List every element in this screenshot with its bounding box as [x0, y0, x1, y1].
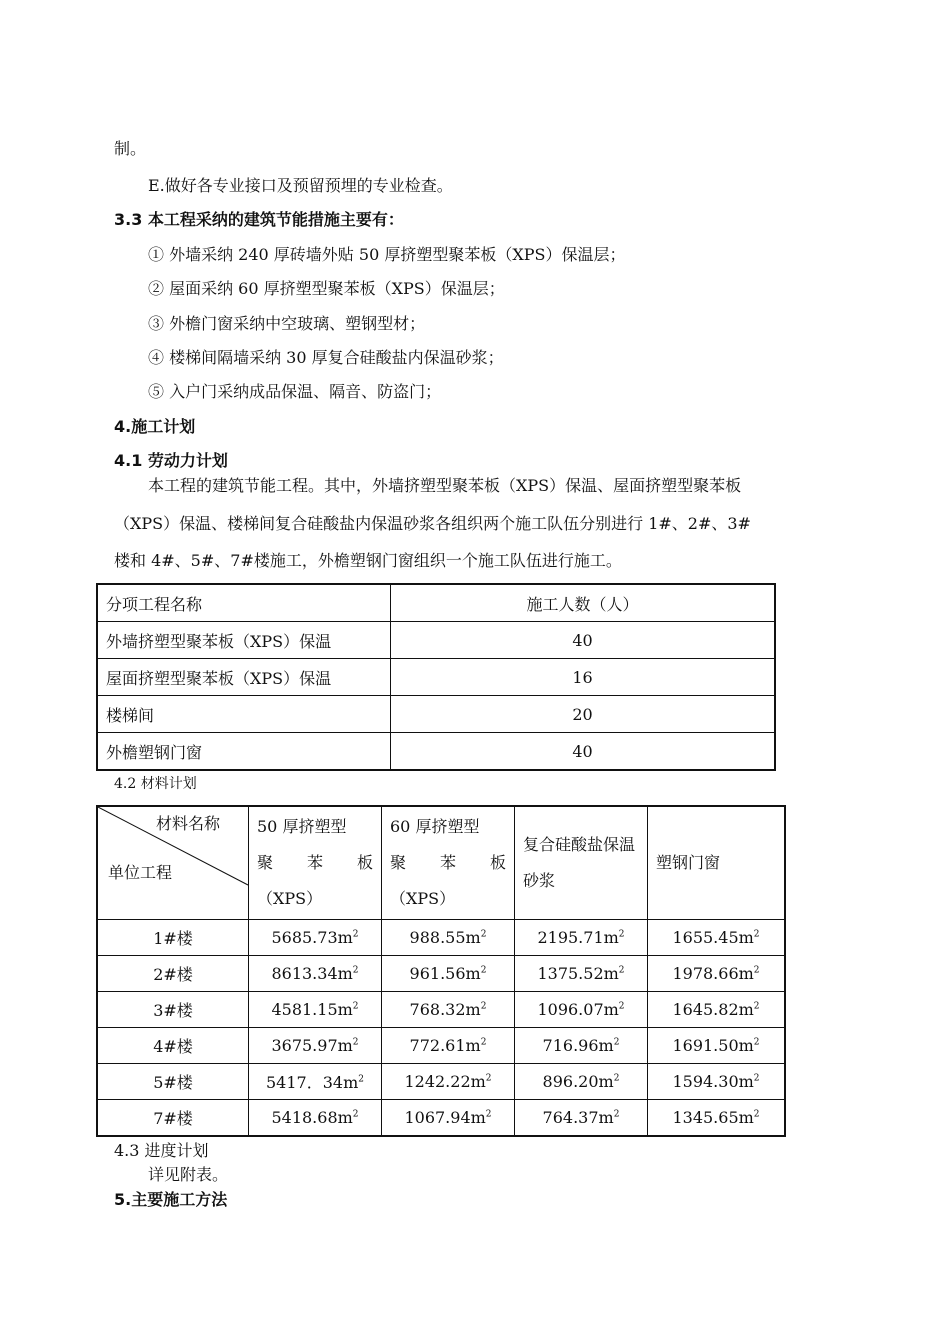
- section-4-3-heading: 4.3 进度计划: [114, 1141, 209, 1160]
- unit-exponent: 2: [352, 1001, 359, 1012]
- unit-label: m: [738, 1036, 754, 1055]
- material-plan-table: [96, 805, 786, 1137]
- unit-exponent: 2: [753, 929, 760, 940]
- quantity-value: 1655.45: [672, 928, 739, 947]
- header-char: 板: [489, 853, 506, 872]
- quantity-cell: [249, 1100, 382, 1137]
- unit-exponent: 2: [618, 929, 625, 940]
- quantity-cell: [515, 1064, 648, 1100]
- quantity-value: 5417．34: [266, 1073, 344, 1092]
- quantity-value: 1096.07: [537, 1000, 604, 1019]
- header-line: 50 厚挤塑型: [257, 817, 347, 836]
- unit-label: m: [343, 1073, 359, 1092]
- header-char: 苯: [439, 853, 456, 872]
- unit-label: m: [465, 1000, 481, 1019]
- unit-label: m: [738, 1000, 754, 1019]
- unit-exponent: 2: [480, 1001, 487, 1012]
- unit-exponent: 2: [480, 1037, 487, 1048]
- header-line: （XPS）: [390, 889, 456, 908]
- quantity-value: 768.32: [409, 1000, 466, 1019]
- unit-exponent: 2: [753, 1109, 760, 1120]
- quantity-value: 2195.71: [537, 928, 604, 947]
- quantity-value: 1067.94: [404, 1108, 471, 1127]
- quantity-value: 988.55: [409, 928, 466, 947]
- header-char: 聚: [390, 853, 407, 872]
- unit-label: m: [465, 964, 481, 983]
- table-row: [97, 1028, 785, 1064]
- quantity-value: 961.56: [409, 964, 466, 983]
- quantity-cell: [382, 992, 515, 1028]
- header-line: （XPS）: [257, 889, 323, 908]
- quantity-value: 3675.97: [271, 1036, 338, 1055]
- table-cell: 40: [391, 733, 776, 771]
- quantity-cell: [382, 1100, 515, 1137]
- quantity-value: 5418.68: [271, 1108, 338, 1127]
- building-name-cell: 4#楼: [97, 1028, 249, 1064]
- header-line: [257, 845, 373, 881]
- header-char: 聚: [257, 853, 274, 872]
- quantity-cell: [382, 956, 515, 992]
- unit-exponent: 2: [352, 1037, 359, 1048]
- unit-exponent: 2: [613, 1073, 620, 1084]
- header-line: 60 厚挤塑型: [390, 817, 480, 836]
- quantity-cell: [648, 956, 786, 992]
- unit-exponent: 2: [753, 965, 760, 976]
- table-cell: 外檐塑钢门窗: [97, 733, 391, 771]
- table-row: [97, 992, 785, 1028]
- unit-exponent: 2: [352, 1109, 359, 1120]
- header-cell-mortar: 复合硅酸盐保温砂浆: [515, 806, 648, 920]
- diagonal-header-cell: [97, 806, 249, 920]
- quantity-value: 716.96: [542, 1036, 599, 1055]
- corner-bottom-label: 单位工程: [108, 863, 173, 882]
- header-cell: 分项工程名称: [97, 584, 391, 622]
- unit-label: m: [337, 1036, 353, 1055]
- quantity-cell: [515, 992, 648, 1028]
- quantity-cell: [249, 956, 382, 992]
- unit-exponent: 2: [753, 1001, 760, 1012]
- building-name-cell: 1#楼: [97, 920, 249, 956]
- unit-label: m: [470, 1108, 486, 1127]
- unit-label: m: [470, 1072, 486, 1091]
- section-4-heading: 4.施工计划: [114, 417, 196, 436]
- unit-label: m: [603, 964, 619, 983]
- table-cell: 20: [391, 696, 776, 733]
- quantity-cell: [648, 1100, 786, 1137]
- intro-line-2: E.做好各专业接口及预留预埋的专业检查。: [148, 176, 453, 195]
- intro-line-1: 制。: [114, 139, 147, 158]
- unit-label: m: [598, 1072, 614, 1091]
- quantity-cell: [648, 1064, 786, 1100]
- table-row: [97, 1100, 785, 1137]
- unit-label: m: [738, 928, 754, 947]
- quantity-value: 896.20: [542, 1072, 599, 1091]
- building-name-cell: 2#楼: [97, 956, 249, 992]
- unit-exponent: 2: [352, 965, 359, 976]
- quantity-value: 1691.50: [672, 1036, 739, 1055]
- quantity-value: 1978.66: [672, 964, 739, 983]
- table-cell: 16: [391, 659, 776, 696]
- quantity-value: 5685.73: [271, 928, 338, 947]
- quantity-value: 1645.82: [672, 1000, 739, 1019]
- measure-item-4: ④ 楼梯间隔墙采纳 30 厚复合硅酸盐内保温砂浆；: [148, 348, 504, 367]
- unit-label: m: [738, 964, 754, 983]
- quantity-value: 4581.15: [271, 1000, 338, 1019]
- unit-label: m: [598, 1108, 614, 1127]
- table-row: [97, 659, 775, 696]
- quantity-value: 1345.65: [672, 1108, 739, 1127]
- header-cell-xps50: [249, 806, 382, 920]
- unit-label: m: [738, 1072, 754, 1091]
- quantity-cell: [515, 1028, 648, 1064]
- corner-top-label: 材料名称: [155, 814, 220, 833]
- table-cell: 屋面挤塑型聚苯板（XPS）保温: [97, 659, 391, 696]
- quantity-value: 1594.30: [672, 1072, 739, 1091]
- unit-label: m: [465, 1036, 481, 1055]
- unit-exponent: 2: [753, 1073, 760, 1084]
- table-row: [97, 733, 775, 771]
- measure-item-5: ⑤ 入户门采纳成品保温、隔音、防盗门；: [148, 382, 442, 401]
- measure-item-1: ① 外墙采纳 240 厚砖墙外贴 50 厚挤塑型聚苯板（XPS）保温层；: [148, 245, 626, 264]
- quantity-cell: [382, 1064, 515, 1100]
- section-4-2-heading: 4.2 材料计划: [114, 776, 197, 792]
- table-row: [97, 1064, 785, 1100]
- unit-exponent: 2: [358, 1074, 364, 1085]
- table-header-row: [97, 806, 785, 920]
- header-cell-xps60: [382, 806, 515, 920]
- quantity-cell: [249, 992, 382, 1028]
- quantity-cell: [249, 1064, 382, 1100]
- unit-label: m: [465, 928, 481, 947]
- quantity-value: 1375.52: [537, 964, 604, 983]
- quantity-value: 772.61: [409, 1036, 466, 1055]
- unit-exponent: 2: [618, 965, 625, 976]
- labor-paragraph-line-2: （XPS）保温、楼梯间复合硅酸盐内保温砂浆各组织两个施工队伍分别进行 1#、2#、3#: [114, 514, 751, 533]
- unit-exponent: 2: [618, 1001, 625, 1012]
- unit-label: m: [337, 928, 353, 947]
- unit-label: m: [598, 1036, 614, 1055]
- building-name-cell: 7#楼: [97, 1100, 249, 1137]
- unit-label: m: [337, 1000, 353, 1019]
- quantity-cell: [648, 992, 786, 1028]
- quantity-cell: [382, 920, 515, 956]
- unit-exponent: 2: [613, 1037, 620, 1048]
- quantity-value: 8613.34: [271, 964, 338, 983]
- table-header-row: [97, 584, 775, 622]
- quantity-cell: [648, 1028, 786, 1064]
- header-char: 苯: [306, 853, 323, 872]
- table-cell: 楼梯间: [97, 696, 391, 733]
- section-5-heading: 5.主要施工方法: [114, 1190, 228, 1209]
- unit-label: m: [603, 928, 619, 947]
- quantity-cell: [249, 1028, 382, 1064]
- schedule-note: 详见附表。: [148, 1165, 229, 1184]
- unit-exponent: 2: [753, 1037, 760, 1048]
- unit-exponent: 2: [613, 1109, 620, 1120]
- quantity-cell: [515, 1100, 648, 1137]
- quantity-cell: [249, 920, 382, 956]
- table-row: [97, 956, 785, 992]
- table-row: [97, 920, 785, 956]
- unit-label: m: [337, 964, 353, 983]
- section-3-3-heading: 3.3 本工程采纳的建筑节能措施主要有：: [114, 210, 404, 229]
- header-cell-windows: 塑钢门窗: [648, 806, 786, 920]
- unit-exponent: 2: [480, 965, 487, 976]
- unit-exponent: 2: [485, 1109, 492, 1120]
- header-line: [390, 845, 506, 881]
- section-4-1-heading: 4.1 劳动力计划: [114, 451, 228, 470]
- quantity-value: 764.37: [542, 1108, 599, 1127]
- quantity-cell: [648, 920, 786, 956]
- labor-paragraph-line-3: 楼和 4#、5#、7#楼施工，外檐塑钢门窗组织一个施工队伍进行施工。: [114, 551, 622, 570]
- measure-item-3: ③ 外檐门窗采纳中空玻璃、塑钢型材；: [148, 314, 426, 333]
- quantity-cell: [382, 1028, 515, 1064]
- unit-label: m: [738, 1108, 754, 1127]
- table-cell: 40: [391, 622, 776, 659]
- quantity-value: 1242.22: [404, 1072, 471, 1091]
- building-name-cell: 5#楼: [97, 1064, 249, 1100]
- building-name-cell: 3#楼: [97, 992, 249, 1028]
- material-table-body: [97, 920, 785, 1137]
- unit-exponent: 2: [485, 1073, 492, 1084]
- header-cell: 施工人数（人）: [391, 584, 776, 622]
- unit-label: m: [337, 1108, 353, 1127]
- table-cell: 外墙挤塑型聚苯板（XPS）保温: [97, 622, 391, 659]
- quantity-cell: [515, 956, 648, 992]
- labor-plan-table: [96, 583, 776, 771]
- unit-exponent: 2: [480, 929, 487, 940]
- unit-exponent: 2: [352, 929, 359, 940]
- header-char: 板: [356, 853, 373, 872]
- table-row: [97, 696, 775, 733]
- measure-item-2: ② 屋面采纳 60 厚挤塑型聚苯板（XPS）保温层；: [148, 279, 505, 298]
- unit-label: m: [603, 1000, 619, 1019]
- quantity-cell: [515, 920, 648, 956]
- labor-paragraph-line-1: 本工程的建筑节能工程。其中，外墙挤塑型聚苯板（XPS）保温、屋面挤塑型聚苯板: [148, 476, 742, 495]
- table-row: [97, 622, 775, 659]
